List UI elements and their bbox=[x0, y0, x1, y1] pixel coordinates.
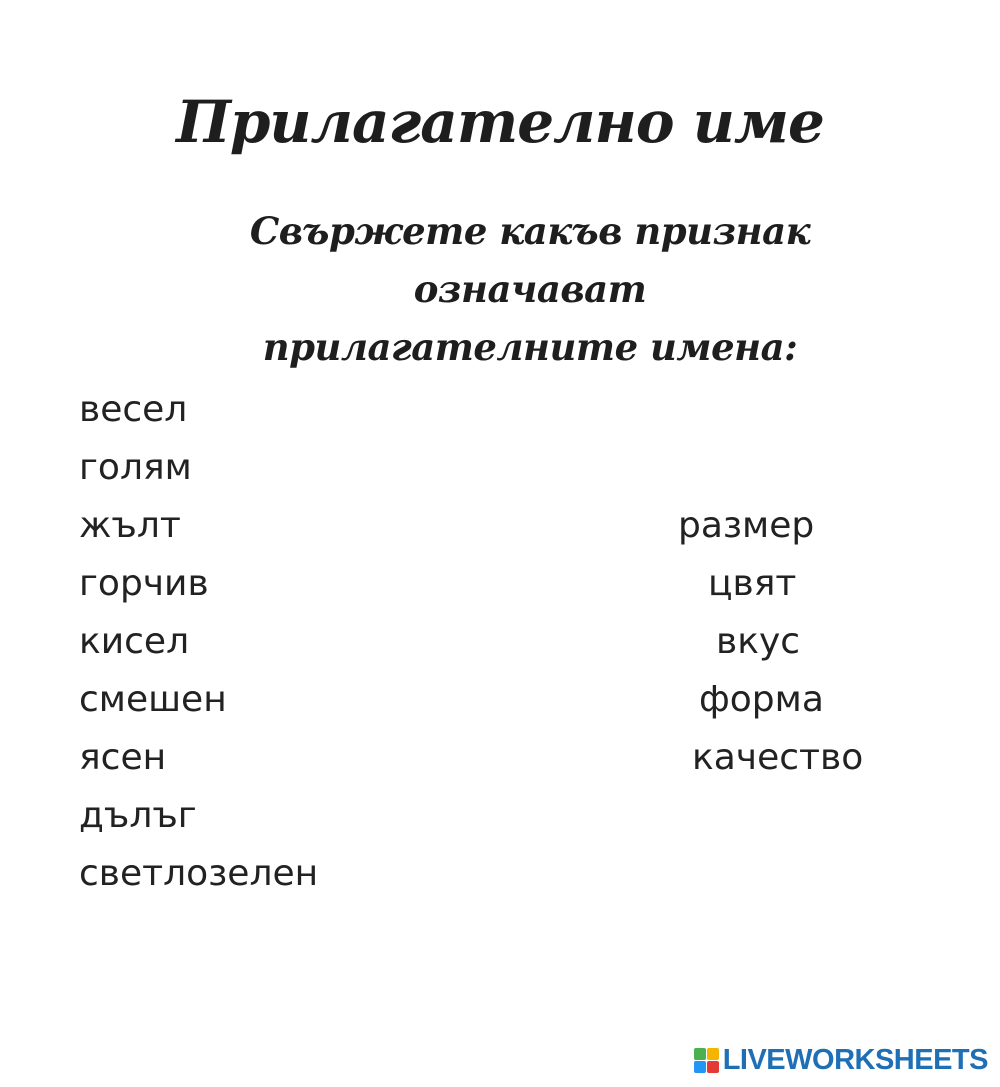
logo-text: LIVEWORKSHEETS bbox=[722, 1044, 988, 1076]
adjective-item[interactable]: голям bbox=[79, 447, 192, 488]
adjective-item[interactable]: весел bbox=[79, 389, 188, 430]
attribute-item[interactable]: качество bbox=[692, 737, 864, 778]
logo-square-icon bbox=[694, 1048, 706, 1060]
attribute-item[interactable]: вкус bbox=[716, 621, 801, 662]
attributes-list bbox=[0, 497, 1000, 787]
instruction-line-1: Свържете какъв признак означават bbox=[249, 209, 811, 311]
logo-square-icon bbox=[694, 1061, 706, 1073]
logo-square-icon bbox=[707, 1048, 719, 1060]
adjective-item[interactable]: горчив bbox=[79, 563, 209, 604]
adjective-item[interactable]: жълт bbox=[79, 505, 181, 546]
liveworksheets-logo[interactable] bbox=[694, 1044, 988, 1077]
attribute-item[interactable]: форма bbox=[699, 679, 824, 720]
adjective-item[interactable]: светлозелен bbox=[79, 853, 319, 894]
instruction-line-2: прилагателните имена: bbox=[262, 325, 798, 369]
liveworksheets-logo-icon bbox=[694, 1048, 719, 1073]
adjective-item[interactable]: ясен bbox=[79, 737, 167, 778]
attribute-item[interactable]: цвят bbox=[708, 563, 797, 604]
adjective-item[interactable]: дълъг bbox=[79, 795, 197, 836]
instruction-text bbox=[150, 202, 910, 376]
adjective-item[interactable]: смешен bbox=[79, 679, 227, 720]
page-title: Прилагателно име bbox=[176, 88, 824, 156]
attribute-item[interactable]: размер bbox=[678, 505, 815, 546]
adjective-item[interactable]: кисел bbox=[79, 621, 190, 662]
logo-square-icon bbox=[707, 1061, 719, 1073]
